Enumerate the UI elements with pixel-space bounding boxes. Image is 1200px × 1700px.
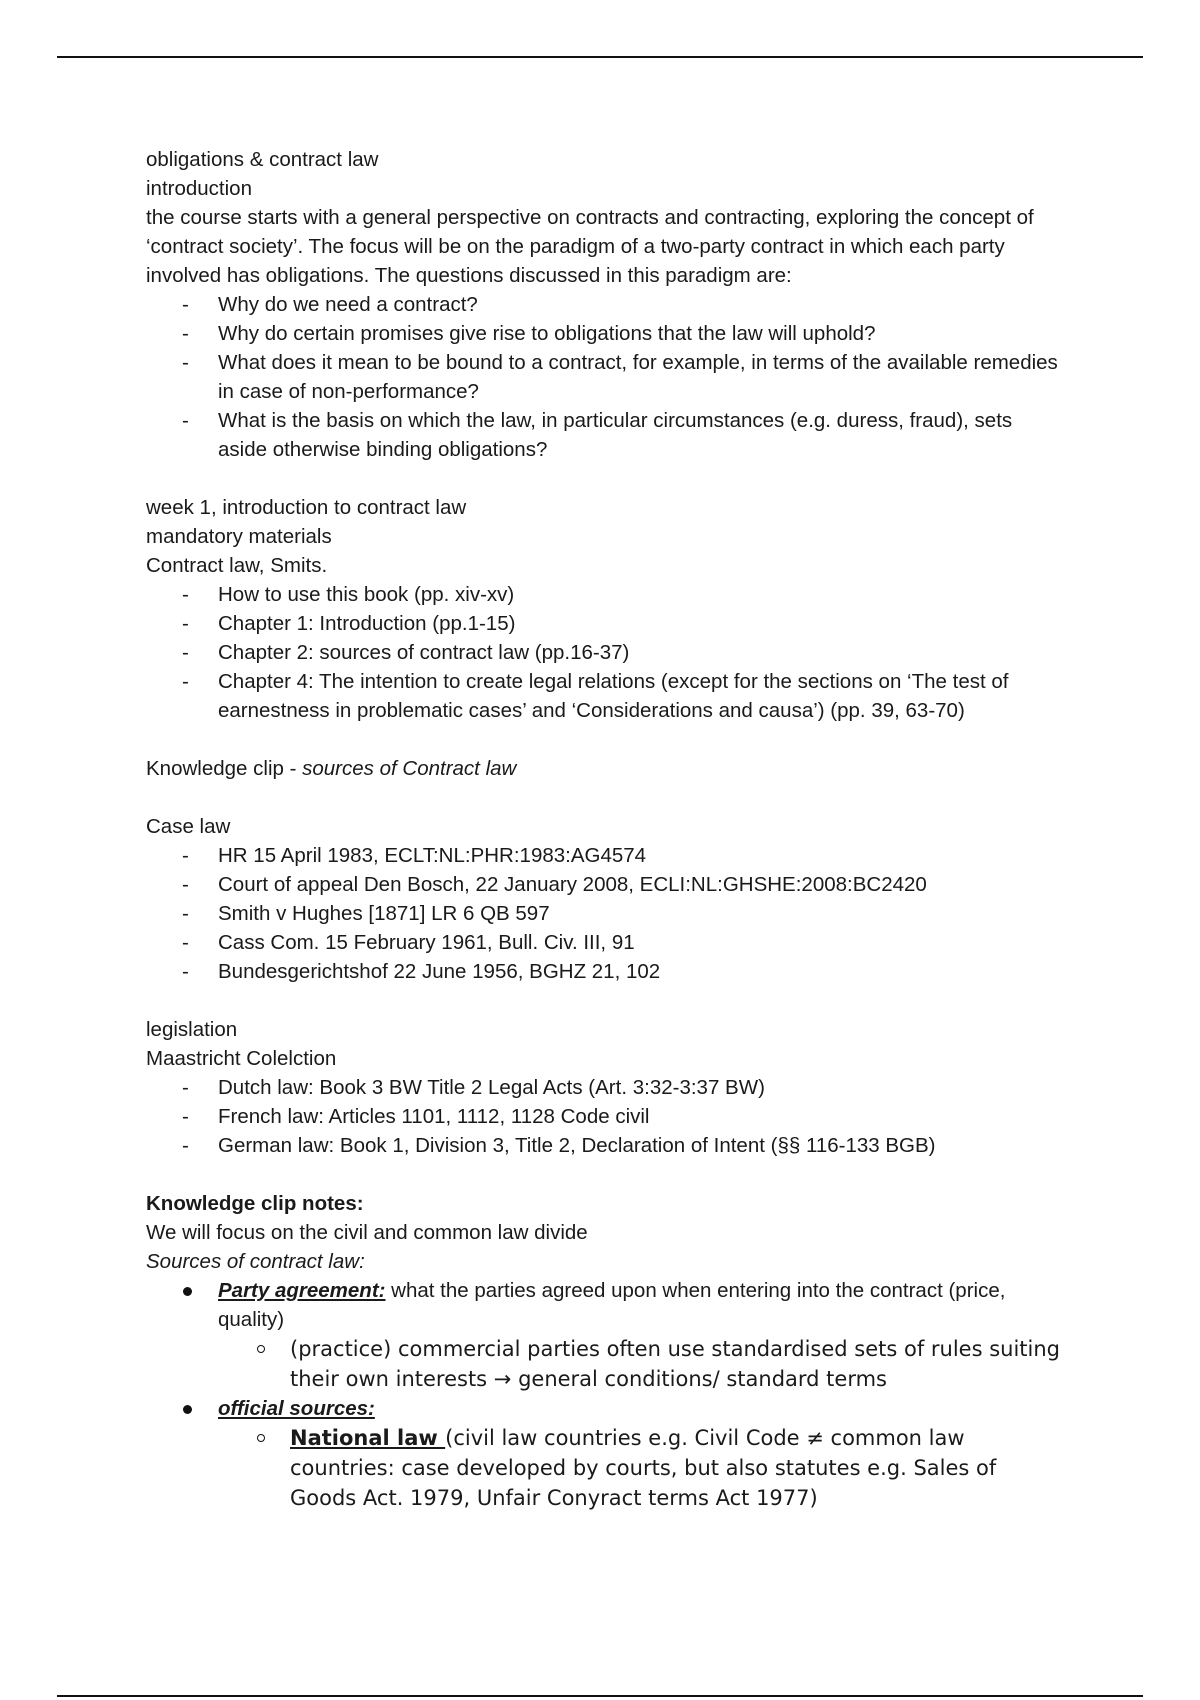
document-body	[146, 145, 1066, 1513]
bullet-icon	[183, 1287, 192, 1296]
list-item	[290, 1334, 1066, 1394]
legislation-heading: legislation	[146, 1018, 238, 1041]
list-item: - Chapter 1: Introduction (pp.1-15)	[218, 609, 1066, 638]
sources-list	[146, 1276, 1066, 1513]
knowledge-clip-prefix: Knowledge clip -	[146, 757, 303, 780]
party-agreement-text: what the parties agreed upon when entering into the contract (price, quality)	[218, 1279, 1006, 1331]
intro-questions-list	[146, 290, 1066, 464]
list-item: - Why do we need a contract?	[218, 290, 1066, 319]
list-item: - HR 15 April 1983, ECLT:NL:PHR:1983:AG4574	[218, 841, 1066, 870]
list-item: - Chapter 4: The intention to create legal relations (except for the sections on ‘The test of earnestness in problematic cases’ and ‘Considerations and causa’) (pp. 39, 63-70)	[218, 667, 1066, 725]
list-item: - Cass Com. 15 February 1961, Bull. Civ. III, 91	[218, 928, 1066, 957]
week1-heading: week 1, introduction to contract law	[146, 496, 467, 519]
list-item: - Why do certain promises give rise to obligations that the law will uphold?	[218, 319, 1066, 348]
list-item-official-sources	[218, 1394, 1066, 1513]
list-item: - Chapter 2: sources of contract law (pp.16-37)	[218, 638, 1066, 667]
list-item: - Court of appeal Den Bosch, 22 January 2008, ECLI:NL:GHSHE:2008:BC2420	[218, 870, 1066, 899]
knowledge-clip-line	[146, 754, 1066, 783]
list-item: - Dutch law: Book 3 BW Title 2 Legal Acts (Art. 3:32-3:37 BW)	[218, 1073, 1066, 1102]
list-item: - What does it mean to be bound to a contract, for example, in terms of the available remedies in case of non-performance?	[218, 348, 1066, 406]
list-item: - Smith v Hughes [1871] LR 6 QB 597	[218, 899, 1066, 928]
materials-heading: mandatory materials	[146, 525, 332, 548]
national-law-label: National law	[290, 1426, 446, 1450]
intro-paragraph: the course starts with a general perspective on contracts and contracting, exploring the concept of ‘contract society’. The focus will be on the paradigm of a two-party contract in which each party involved has obligations. The questions discussed in this paradigm are:	[146, 206, 1034, 287]
page-bottom-rule	[57, 1695, 1143, 1697]
national-law-text: (civil law countries e.g. Civil Code ≠ common law countries: case developed by courts, but also statutes e.g. Sales of Goods Act. 1979, Unfair Conyract terms Act 1977)	[290, 1426, 997, 1510]
list-item: - Bundesgerichtshof 22 June 1956, BGHZ 21, 102	[218, 957, 1066, 986]
bullet-icon	[183, 1405, 192, 1414]
notes-focus: We will focus on the civil and common law divide	[146, 1221, 588, 1244]
circle-bullet-icon	[257, 1345, 265, 1353]
page-top-rule	[57, 56, 1143, 58]
party-agreement-practice: (practice) commercial parties often use standardised sets of rules suiting their own interests → general conditions/ standard terms	[290, 1337, 1061, 1391]
notes-heading: Knowledge clip notes:	[146, 1192, 364, 1215]
list-item: - German law: Book 1, Division 3, Title 2, Declaration of Intent (§§ 116-133 BGB)	[218, 1131, 1066, 1160]
list-item: - How to use this book (pp. xiv-xv)	[218, 580, 1066, 609]
list-item-party-agreement	[218, 1276, 1066, 1394]
party-agreement-label: Party agreement:	[218, 1279, 386, 1302]
legislation-collection: Maastricht Colelction	[146, 1047, 337, 1070]
knowledge-clip-title: sources of Contract law	[302, 757, 517, 780]
document-title: obligations & contract law	[146, 148, 379, 171]
circle-bullet-icon	[257, 1434, 265, 1442]
list-item: - French law: Articles 1101, 1112, 1128 Code civil	[218, 1102, 1066, 1131]
case-law-list	[146, 841, 1066, 986]
legislation-list	[146, 1073, 1066, 1160]
sources-heading: Sources of contract law:	[146, 1250, 365, 1273]
party-agreement-sublist	[218, 1334, 1066, 1394]
list-item	[290, 1423, 1066, 1513]
official-sources-sublist	[218, 1423, 1066, 1513]
intro-heading: introduction	[146, 177, 252, 200]
official-sources-label: official sources:	[218, 1397, 375, 1420]
case-law-heading: Case law	[146, 815, 231, 838]
book-title: Contract law, Smits.	[146, 554, 328, 577]
list-item: - What is the basis on which the law, in particular circumstances (e.g. duress, fraud), sets aside otherwise binding obligations?	[218, 406, 1066, 464]
chapters-list	[146, 580, 1066, 725]
